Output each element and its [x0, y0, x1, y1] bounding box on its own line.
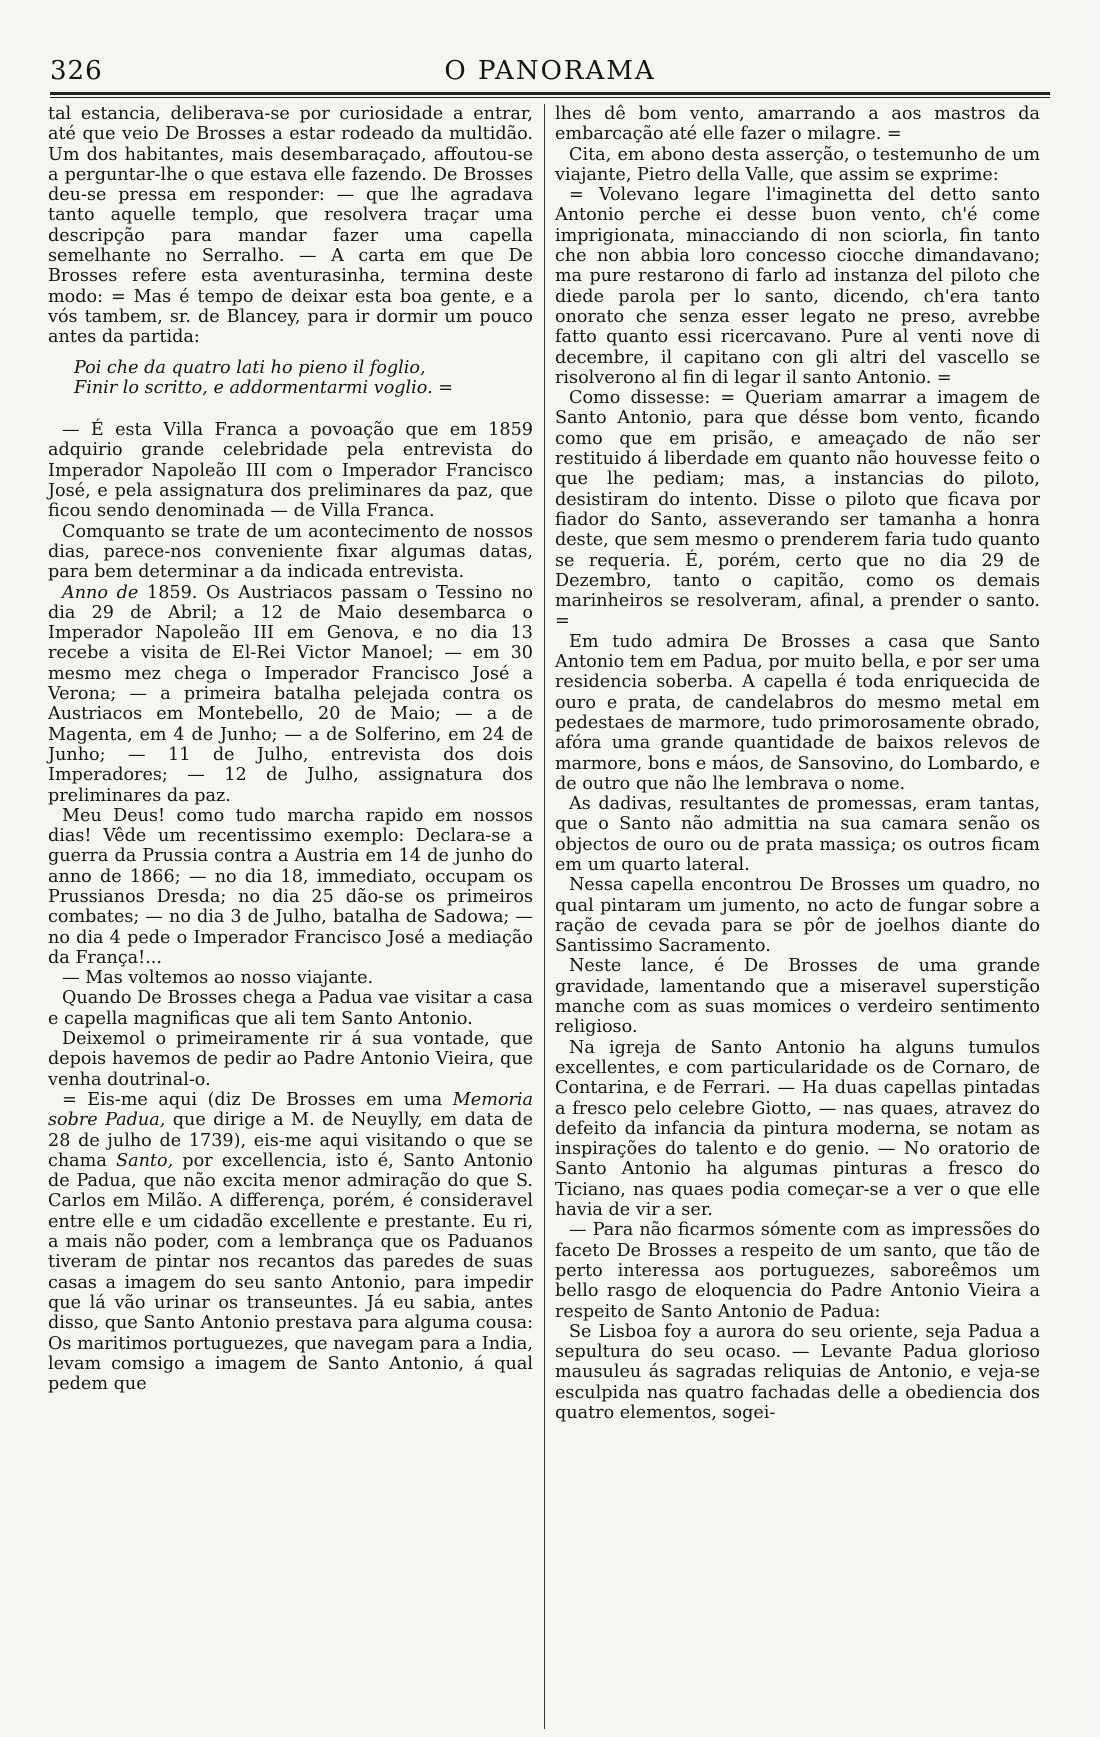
- running-title: O PANORAMA: [444, 56, 656, 86]
- verse-line: Finir lo scritto, e addormentarmi voglio. =: [74, 377, 454, 398]
- column-divider: [544, 104, 545, 1729]
- italic-lead: Anno de: [62, 582, 139, 603]
- paragraph: As dadivas, resultantes de promessas, eram tantas, que o Santo não admittia na sua camara senão os objectos de ouro ou de prata massiça; os outros ficam em um quarto lateral.: [555, 794, 1040, 875]
- paragraph-text: por excellencia, isto é, Santo Antonio de Padua, que não excita menor admiração do que S. Carlos em Milão. A differença, porém, é consideravel entre elle e um cidadão excellente e prestante. Eu ri, a mais não poder, com a lembrança que os Paduanos tiveram de pintar nos recantos das paredes de suas casas a imagem do seu santo Antonio, para impedir que lá vão urinar os transeuntes. Já eu sabia, antes disso, que Santo Antonio prestava para alguma cousa: Os maritimos portuguezes, que navegam para a India, levam comsigo a imagem de Santo Antonio, á qual pedem que: [48, 1150, 533, 1395]
- paragraph: Nessa capella encontrou De Brosses um quadro, no qual pintaram um jumento, no acto de fungar sobre a ração de cevada para se pôr de joelhos diante do Santissimo Sacramento.: [555, 875, 1040, 957]
- paragraph: [48, 583, 533, 806]
- paragraph: Em tudo admira De Brosses a casa que Santo Antonio tem em Padua, por muito bella, e por ser uma residencia soberba. A capella é toda enriquecida de ouro e prata, de candelabros do mesmo metal em pedestaes de marmore, tudo primorosamente obrado, afóra uma grande quantidade de baixos relevos de marmore, bons e máos, de Sansovino, do Lombardo, e de outro que não lhe lembrava o nome.: [555, 631, 1040, 794]
- paragraph: Cita, em abono desta asserção, o testemunho de um viajante, Pietro della Valle, que assim se exprime:: [555, 144, 1040, 185]
- paragraph: Se Lisboa foy a aurora do seu oriente, seja Padua a sepultura do seu ocaso. — Levante Padua glorioso mausuleu ás sagradas reliquias de Antonio, e veja-se esculpida nas quatro fachadas delle a obediencia dos quatro elementos, sogei-: [555, 1321, 1040, 1423]
- page-number: 326: [50, 56, 103, 86]
- paragraph: — Para não ficarmos sómente com as impressões do faceto De Brosses a respeito de um santo, que tão de perto interessa aos portuguezes, saboreêmos um bello rasgo de eloquencia do Padre Antonio Vieira a respeito de Santo Antonio de Padua:: [555, 1220, 1040, 1322]
- paragraph: — Mas voltemos ao nosso viajante.: [62, 968, 374, 989]
- paragraph: Deixemol o primeiramente rir á sua vontade, que depois havemos de pedir ao Padre Antonio Vieira, que venha doutrinal-o.: [48, 1029, 533, 1090]
- paragraph: lhes dê bom vento, amarrando a aos mastros da embarcação até elle fazer o milagre. =: [555, 104, 1040, 145]
- paragraph: Quando De Brosses chega a Padua vae visitar a casa e capella magnificas que ali tem Santo Antonio.: [48, 988, 533, 1029]
- paragraph: Na igreja de Santo Antonio ha alguns tumulos excellentes, e com particularidade os de Cornaro, de Contarina, e de Ferrari. — Ha duas capellas pintadas a fresco pelo celebre Giotto, — nas quaes, atravez do defeito da infancia da pintura moderna, se notam as inspirações do talento e do genio. — No oratorio de Santo Antonio ha algumas pinturas a fresco do Ticiano, nas quaes podia começar-se a ver o que elle havia de vir a ser.: [555, 1037, 1040, 1221]
- paragraph-text: que dirige a M. de Neuylly, em data de 28 de julho de 1739), eis-me aqui visitando o que se chama: [48, 1110, 533, 1171]
- page-header: [50, 50, 1050, 90]
- left-column: [48, 104, 533, 1394]
- verse-line: Poi che da quatro lati ho pieno il foglio,: [74, 357, 426, 378]
- paragraph: Como dissesse: = Queriam amarrar a imagem de Santo Antonio, para que désse bom vento, ficando como que em prisão, e ameaçado de não ser restituido á liberdade em quanto não houvesse feito o que lhe pediam; mas, a instancias do piloto, desistiram do intento. Disse o piloto que ficava por fiador do Santo, asseverando ser tamanha a honra deste, que sem mesmo o prenderem faria tudo quanto se requeria. É, porém, certo que no dia 29 de Dezembro, tanto o capitão, como os demais marinheiros se resolveram, afinal, a prender o santo. =: [555, 388, 1040, 632]
- paragraph-text: 1859. Os Austriacos passam o Tessino no dia 29 de Abril; a 12 de Maio desembarca o Imperador Napoleão III em Genova, e no dia 13 recebe a visita de El-Rei Victor Manoel; — em 30 mesmo mez chega o Imperador Francisco José a Verona; — a primeira batalha pelejada contra os Austriacos em Montebello, 20 de Maio; — a de Magenta, em 4 de Junho; — a de Solferino, em 24 de Junho; — 11 de Julho, entrevista dos dois Imperadores; — 12 de Julho, assignatura dos preliminares da paz.: [48, 582, 533, 806]
- right-column: [555, 104, 1040, 1423]
- paragraph: = Volevano legare l'imaginetta del detto santo Antonio perche ei desse buon vento, ch'é come imprigionata, minacciando di non sciorla, fin tanto che non abbia loro concesso ciocche dimandavano; ma pure restarono di farlo ad instanza del piloto che diede parola per lo santo, dicendo, ch'era tanto onorato che senza esser legato ne preso, avrebbe fatto quanto essi ricercavano. Pure al venti nove di decembre, il capitano con gli altri del vascello se risolverono al fin di legar il santo Antonio. =: [555, 185, 1040, 388]
- paragraph: [48, 1090, 533, 1394]
- paragraph: tal estancia, deliberava-se por curiosidade a entrar, até que veio De Brosses a estar rodeado da multidão. Um dos habitantes, mais desembaraçado, affoutou-se a perguntar-lhe o que estava elle fazendo. De Brosses deu-se pressa em responder: — que lhe agradava tanto aquelle templo, que resolvera traçar uma descripção para mandar fazer uma capella semelhante no Serralho. — A carta em que De Brosses refere esta aventurasinha, termina deste modo: = Mas é tempo de deixar esta boa gente, e a vós tambem, sr. de Blancey, para ir dormir um pouco antes da partida:: [48, 104, 533, 348]
- paragraph: Comquanto se trate de um acontecimento de nossos dias, parece-nos conveniente fixar algumas datas, para bem determinar a da indicada entrevista.: [48, 521, 533, 583]
- paragraph: Neste lance, é De Brosses de uma grande gravidade, lamentando que a miseravel superstição manche com as suas momices o verdeiro sentimento religioso.: [555, 956, 1040, 1038]
- paragraph: Meu Deus! como tudo marcha rapido em nossos dias! Vêde um recentissimo exemplo: Declara-se a guerra da Prussia contra a Austria em 14 de junho do anno de 1866; — no dia 18, immediato, occupam os Prussianos Dresda; no dia 25 dão-se os primeiros combates; — no dia 3 de Julho, batalha de Sadowa; — no dia 4 pede o Imperador Francisco José a mediação da França!...: [48, 805, 533, 968]
- paragraph-text: = Eis-me aqui (diz De Brosses em uma: [62, 1089, 453, 1110]
- italic-title: Memoria sobre Padua,: [48, 1089, 533, 1131]
- italic-word: Santo,: [116, 1150, 174, 1171]
- paragraph: — É esta Villa Franca a povoação que em 1859 adquirio grande celebridade pela entrevista do Imperador Napoleão III com o Imperador Francisco José, e pela assignatura dos preliminares da paz, que ficou sendo denominada — de Villa Franca.: [48, 420, 533, 522]
- header-rule: [50, 92, 1050, 98]
